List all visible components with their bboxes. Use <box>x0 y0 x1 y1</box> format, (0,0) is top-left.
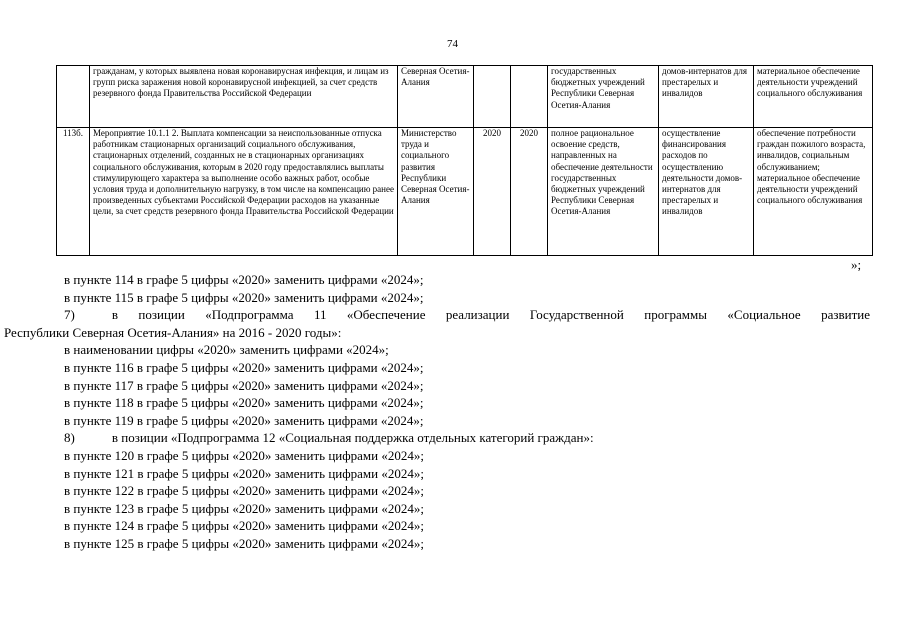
indicator-cell: материальное обеспечение деятельности учреждений социального обслуживания <box>754 66 873 128</box>
text-line: в пункте 114 в графе 5 цифры «2020» заменить цифрами «2024»; <box>64 272 424 287</box>
text-line: в пункте 120 в графе 5 цифры «2020» заменить цифрами «2024»; <box>64 447 424 463</box>
text-line: в пункте 121 в графе 5 цифры «2020» заменить цифрами «2024»; <box>64 465 424 481</box>
event-cell: Мероприятие 10.1.1 2. Выплата компенсации за неиспользованные отпуска работникам стационарных организаций социального обслуживания, стационарных отделений, созданных не в стационарных организациях социального обслуживания, которым в 2020 году предоставлялись выплаты стимулирующего характера за выполнение особо важных работ, особые условия труда и дополнительную нагрузку, в том числе на компенсацию ранее произведенных субъектами Российской Федерации расходов на указанные цели, за счет средств резервного фонда Правительства Российской Федерации <box>90 128 398 256</box>
text-line: в пункте 119 в графе 5 цифры «2020» заменить цифрами «2024»; <box>64 412 424 428</box>
indicator-cell: обеспечение потребности граждан пожилого возраста, инвалидов, социальным обслуживанием; материальное обеспечение деятельности учреждений социального обслуживания <box>754 128 873 256</box>
item-heading: в позиции «Подпрограмма 12 «Социальная поддержка отдельных категорий граждан»: <box>111 430 594 446</box>
text-line: в наименовании цифры «2020» заменить цифрами «2024»; <box>64 342 389 358</box>
text-line <box>64 306 870 324</box>
table-row <box>57 66 873 128</box>
text-line <box>64 429 870 447</box>
text-line: в пункте 115 в графе 5 цифры «2020» заменить цифрами «2024»; <box>64 289 424 305</box>
text-line: в пункте 124 в графе 5 цифры «2020» заменить цифрами «2024»; <box>64 518 424 534</box>
result-cell: государственных бюджетных учреждений Республики Северная Осетия-Алания <box>548 66 659 128</box>
item-number: 7) <box>64 307 75 323</box>
text-line: Республики Северная Осетия-Алания» на 2016 - 2020 годы»: <box>4 324 342 340</box>
start-year-cell: 2020 <box>474 128 511 256</box>
end-year-cell <box>511 66 548 128</box>
text-line: в пункте 123 в графе 5 цифры «2020» заменить цифрами «2024»; <box>64 500 424 516</box>
start-year-cell <box>474 66 511 128</box>
text-line: в пункте 118 в графе 5 цифры «2020» заменить цифрами «2024»; <box>64 395 424 411</box>
result-cell: полное рациональное освоение средств, направленных на обеспечение деятельности государственных бюджетных учреждений Республики Северная Осетия-Алания <box>548 128 659 256</box>
content-cell: осуществление финансирования расходов по осуществлению деятельности домов-интернатов для престарелых и инвалидов <box>659 128 754 256</box>
row-number-cell <box>57 66 90 128</box>
event-cell: гражданам, у которых выявлена новая коронавирусная инфекция, и лицам из групп риска заражения новой коронавирусной инфекцией, за счет средств резервного фонда Правительства Российской Федерации <box>90 66 398 128</box>
executor-cell: Министерство труда и социального развития Республики Северная Осетия-Алания <box>398 128 474 256</box>
amendment-text <box>4 271 870 553</box>
program-table <box>56 65 873 256</box>
content-cell: домов-интернатов для престарелых и инвалидов <box>659 66 754 128</box>
table-row <box>57 128 873 256</box>
text-line: в пункте 125 в графе 5 цифры «2020» заменить цифрами «2024»; <box>64 535 424 551</box>
table-closing-mark: »; <box>851 257 862 272</box>
page-number: 74 <box>447 38 458 50</box>
text-line: в пункте 116 в графе 5 цифры «2020» заменить цифрами «2024»; <box>64 359 424 375</box>
item-heading: в позиции «Подпрограмма 11 «Обеспечение реализации Государственной программы «Социальное развитие <box>111 307 870 323</box>
text-line: в пункте 117 в графе 5 цифры «2020» заменить цифрами «2024»; <box>64 377 424 393</box>
executor-cell: Северная Осетия-Алания <box>398 66 474 128</box>
item-number: 8) <box>64 430 75 446</box>
row-number-cell: 113б. <box>57 128 90 256</box>
text-line: в пункте 122 в графе 5 цифры «2020» заменить цифрами «2024»; <box>64 483 424 499</box>
end-year-cell: 2020 <box>511 128 548 256</box>
